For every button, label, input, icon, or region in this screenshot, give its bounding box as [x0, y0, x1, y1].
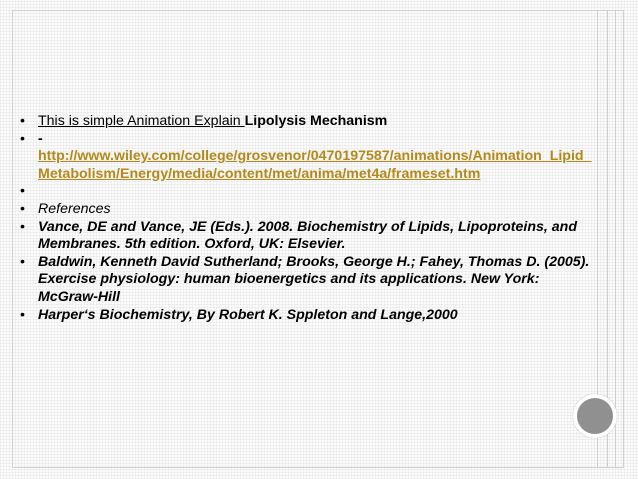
decorative-line [615, 10, 616, 468]
reference-item-vance [20, 219, 595, 254]
bullet-icon: • [20, 183, 25, 200]
bullet-icon: • [20, 113, 25, 129]
bullet-icon: • [20, 306, 25, 323]
reference-item-harper [20, 307, 595, 325]
bullet-icon: • [20, 130, 25, 147]
decorative-circle [573, 394, 617, 438]
animation-title: Lipolysis Mechanism [244, 113, 388, 129]
reference-text: Baldwin, Kenneth David Sutherland; Brooks, George H.; Fahey, Thomas D. (2005). Exercise physiology: human bioenergetics and its applications. New York: McGraw-Hill [38, 253, 590, 305]
bullet-icon: • [20, 218, 25, 235]
reference-item-baldwin [20, 254, 595, 307]
bullet-item-link [20, 131, 595, 184]
bullet-icon: • [20, 200, 25, 217]
animation-link[interactable]: http://www.wiley.com/college/grosvenor/0470197587/animations/Animation_Lipid_Metabolism/Energy/media/content/met/anima/met4a/frameset.htm [38, 148, 592, 182]
slide-content [20, 113, 595, 324]
bullet-icon: • [20, 253, 25, 270]
reference-text: Vance, DE and Vance, JE (Eds.). 2008. Biochemistry of Lipids, Lipoproteins, and Membranes. 5th edition. Oxford, UK: Elsevier. [38, 218, 577, 253]
bullet-item-references-heading [20, 201, 595, 219]
bullet-item-animation [20, 113, 595, 131]
link-dash: - [38, 130, 43, 147]
bullet-item-empty [20, 183, 595, 201]
reference-text: Harper‘s Biochemistry, By Robert K. Sppleton and Lange,2000 [38, 306, 458, 323]
animation-intro-text: This is simple Animation Explain [38, 113, 245, 129]
references-heading: References [38, 200, 111, 217]
